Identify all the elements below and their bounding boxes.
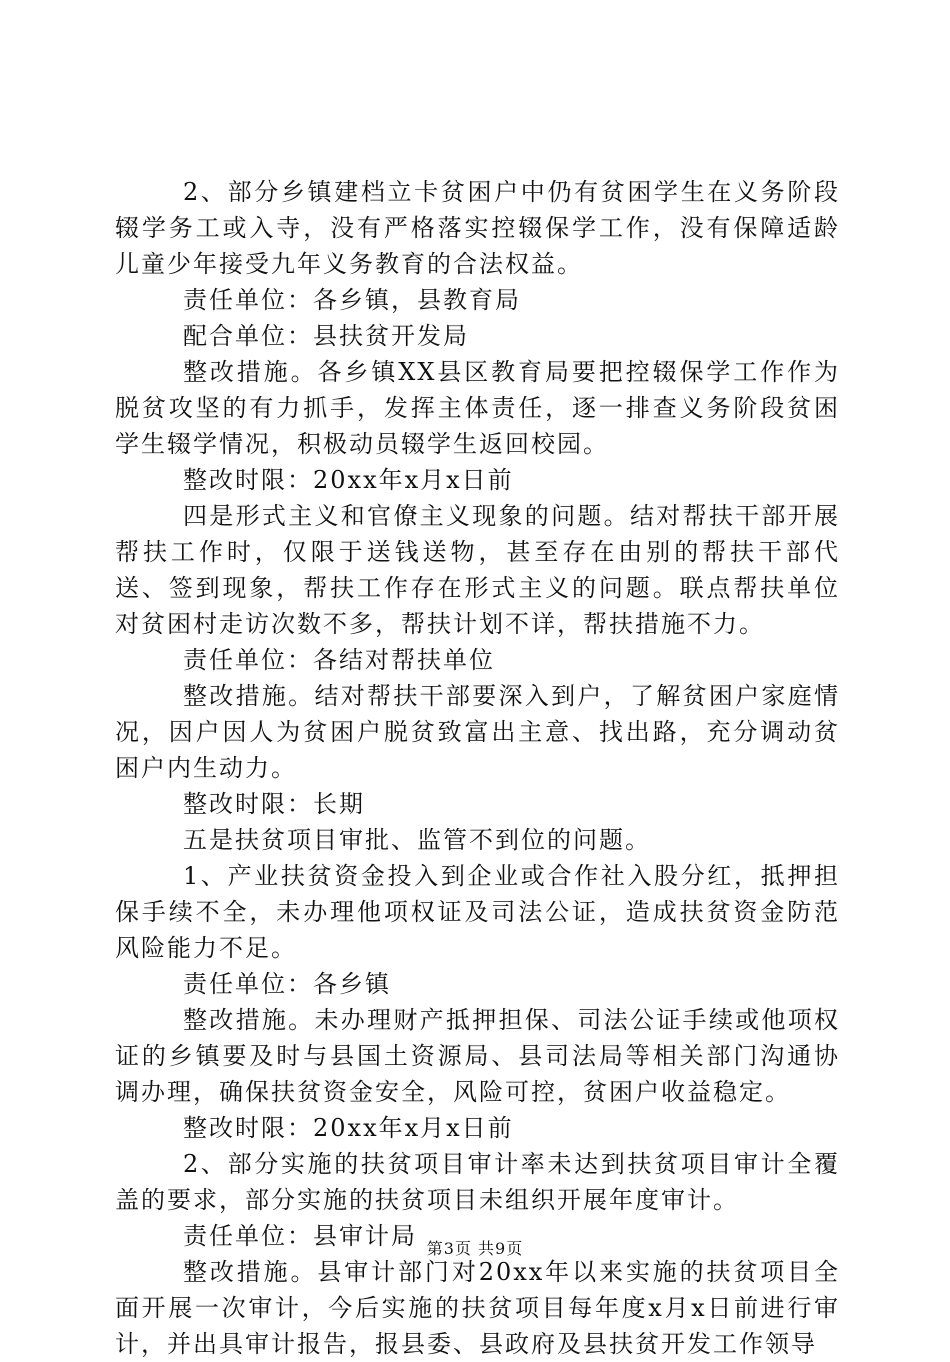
paragraph: 整改时限：长期 <box>183 790 365 818</box>
paragraph: 整改时限：20xx年x月x日前 <box>183 1114 514 1142</box>
paragraph: 整改措施。未办理财产抵押担保、司法公证手续或他项权证的乡镇要及时与县国土资源局、县司法局等相关部门沟通协调办理，确保扶贫资金安全，风险可控，贫困户收益稳定。 <box>115 1006 840 1106</box>
paragraph: 2、部分实施的扶贫项目审计率未达到扶贫项目审计全覆盖的要求，部分实施的扶贫项目未组织开展年度审计。 <box>115 1150 840 1214</box>
paragraph: 整改措施。结对帮扶干部要深入到户，了解贫困户家庭情况，因户因人为贫困户脱贫致富出主意、找出路，充分调动贫困户内生动力。 <box>115 682 840 782</box>
paragraph: 整改措施。各乡镇XX县区教育局要把控辍保学工作作为脱贫攻坚的有力抓手，发挥主体责任，逐一排查义务阶段贫困学生辍学情况，积极动员辍学生返回校园。 <box>115 358 840 458</box>
paragraph: 2、部分乡镇建档立卡贫困户中仍有贫困学生在义务阶段辍学务工或入寺，没有严格落实控辍保学工作，没有保障适龄儿童少年接受九年义务教育的合法权益。 <box>115 178 840 278</box>
paragraph: 四是形式主义和官僚主义现象的问题。结对帮扶干部开展帮扶工作时，仅限于送钱送物，甚至存在由别的帮扶干部代送、签到现象，帮扶工作存在形式主义的问题。联点帮扶单位对贫困村走访次数不多，帮扶计划不详，帮扶措施不力。 <box>115 502 840 638</box>
paragraph: 五是扶贫项目审批、监管不到位的问题。 <box>183 826 651 854</box>
page-number-footer: 第3页 共9页 <box>426 1239 524 1258</box>
paragraph: 责任单位：县审计局 <box>183 1222 417 1250</box>
paragraph: 责任单位：各乡镇，县教育局 <box>183 286 521 314</box>
paragraph: 整改时限：20xx年x月x日前 <box>183 466 514 494</box>
document-body <box>115 174 840 1362</box>
paragraph: 责任单位：各结对帮扶单位 <box>183 646 495 674</box>
paragraph: 责任单位：各乡镇 <box>183 970 391 998</box>
paragraph: 1、产业扶贫资金投入到企业或合作社入股分红，抵押担保手续不全，未办理他项权证及司法公证，造成扶贫资金防范风险能力不足。 <box>115 862 840 962</box>
paragraph: 整改措施。县审计部门对20xx年以来实施的扶贫项目全面开展一次审计，今后实施的扶贫项目每年度x月x日前进行审计，并出具审计报告，报县委、县政府及县扶贫开发工作领导 <box>115 1258 840 1358</box>
paragraph: 配合单位：县扶贫开发局 <box>183 322 469 350</box>
